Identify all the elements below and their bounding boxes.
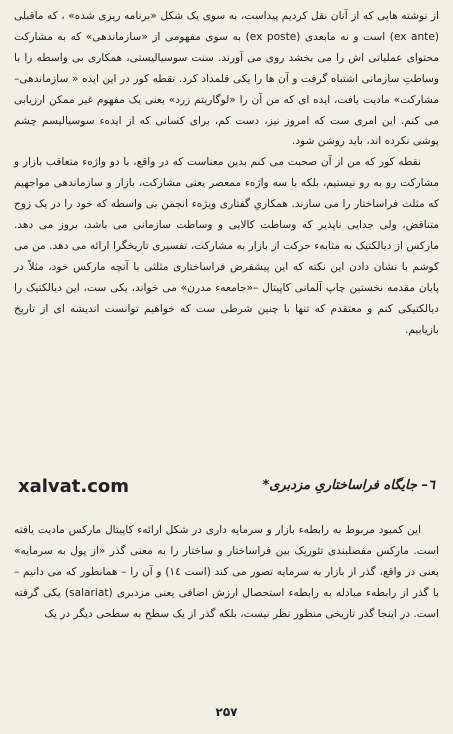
page-number: ۲۵۷ [215, 705, 238, 719]
paragraph-2: نقطه کور که من از آن صحبت می کنم بدین معناست که در واقع، با دو واژهء متعاقب بازار و مشارکت رو به رو نیستیم، بلکه با سه واژهء ممعصر یعنی مشارکت، بازار و سازماندهی مواجهیم که مثلث فراساختار را می سازند. همکاریِ گفتاری ویژهء انجمن بی واسطه که خود را در یک زوج متناقض، ولی جدایی ناپذیر که وساطت کالایی و وساطت سازمانی می باشد، بروز می دهد. مارکس از دیالکتیک به مثابهء حرکت از بازار به مشارکت، تفسیری تاریخگرا ارائه می دهد. من می کوشم با نشان دادن این نکته که این پیشفرض فراساختاری مثلثی با آنچه مارکس خود، مثلاً در پایان مقدمه نخستین چاپ آلمانی کاپیتال –«جامعهء مدرن» می خواند، یکی ست، این دیالکتیک را دیالکتیکی کنم و معتقدم که تنها با چنین شرطی ست که خواهیم توانست اندیشه ای از تاریخ بازیابیم. [14, 156, 439, 336]
section-heading: ٦– جایگاه فراساختاریِ مزدبری* [262, 478, 435, 493]
paragraph-1: از نوشته هایی که از آنان نقل کردیم پیداست، به سوی یک شکل «برنامه ریزی شده» ، که ماقبلی (ex ante) است و نه مابعدی (ex poste) به سوی مفهومی از «سازماندهی» که به مشارکت محتوای عملیاتی اش را می بخشد روی می آورند. سنت سوسیالیستی، همکاری بی واسطه را با وساطتِ سازمانی اشتباه گرفت و آن ها را یکی قلمداد کرد. نقطه کور در این ایده « سازماندهی–مشارکت» مادیت یافت، ایده ای که من آن را «لوگاریتم زرد» یعنی یک مفهوم غیر ممکن ارزیابی می کنم. این امری ست که امروز نیز، دست کم، برای کسانی که از ایدهء سوسیالیسم چشم پوشی نکرده اند، باید روشن شود. [14, 10, 439, 148]
watermark-text: xalvat.com [18, 476, 130, 497]
paragraph-3: این کمبود مربوط به رابطهء بازار و سرمایه داری در شکل ارائهء کاپیتال مارکس مادیت یافته است. مارکس مفصلبندی تئوریک بین فراساختار و ساختار را به معنی گذر «از پول به سرمایه» یعنی در واقع، گذر از بازار به سرمایه تصور می کند (است ١٤) و آن را – همانطور که می دانیم – با گذر از رابطهء مبادله به رابطهء استحصال ارزش اضافی یعنی مزدبری (salariat) یکی گرفته است. در اینجا گذر تاریخی منظور نظر نیست، بلکه گذر از یک سطح به سطحی دیگر در یک [14, 524, 440, 620]
lower-section [14, 520, 439, 625]
